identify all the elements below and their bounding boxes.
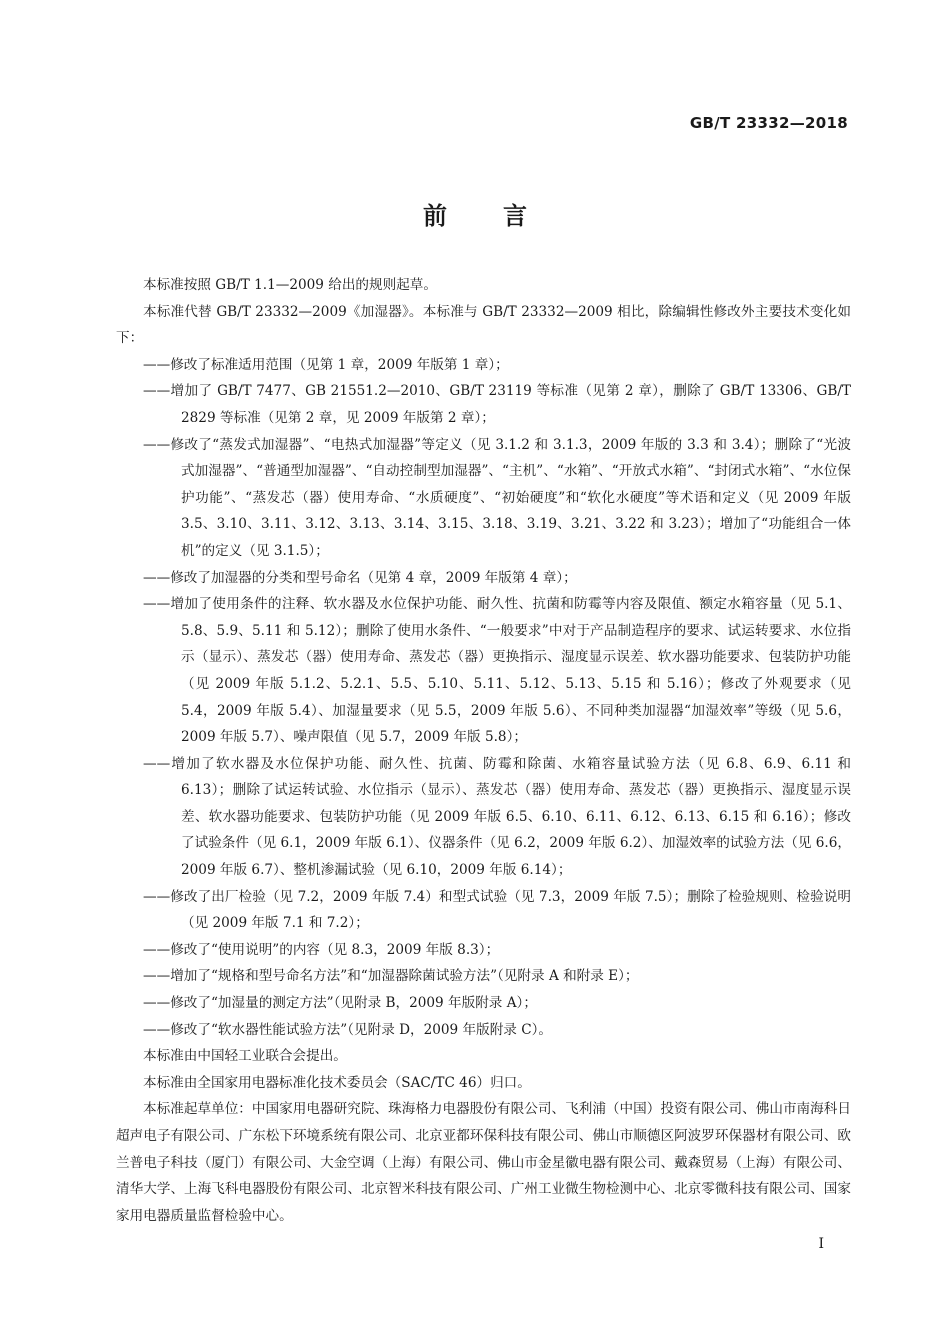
paragraph: 本标准代替 GB/T 23332—2009《加湿器》。本标准与 GB/T 23332—2009 相比，除编辑性修改外主要技术变化如下： [116, 303, 851, 347]
paragraph: 本标准起草单位：中国家用电器研究院、珠海格力电器股份有限公司、飞利浦（中国）投资有限公司、佛山市南海科日超声电子有限公司、广东松下环境系统有限公司、北京亚都环保科技有限公司、佛山市顺德区阿波罗环保器材有限公司、欧兰普电子科技（厦门）有限公司、大金空调（上海）有限公司、佛山市金星徽电器有限公司、戴森贸易（上海）有限公司、清华大学、上海飞科电器股份有限公司、北京智米科技有限公司、广州工业微生物检测中心、北京零微科技有限公司、国家家用电器质量监督检验中心。 [116, 1101, 851, 1224]
document-body [116, 272, 851, 1229]
change-list-item: ——增加了软水器及水位保护功能、耐久性、抗菌、防霉和除菌、水箱容量试验方法（见 6.8、6.9、6.11 和 6.13）；删除了试运转试验、水位指示（显示）、蒸发芯（器）使用寿命、蒸发芯（器）更换指示、湿度显示误差、软水器功能要求、包装防护功能（见 2009 年版 6.5、6.10、6.11、6.12、6.13、6.15 和 6.16）；修改了试验条件（见 6.1，2009 年版 6.1）、仪器条件（见 6.2，2009 年版 6.2）、加湿效率的试验方法（见 6.6，2009 年版 6.7）、整机渗漏试验（见 6.10，2009 年版 6.14）； [143, 755, 851, 879]
paragraph: 本标准由中国轻工业联合会提出。 [143, 1048, 347, 1065]
change-list-item: ——修改了“软水器性能试验方法”（见附录 D，2009 年版附录 C）。 [143, 1021, 552, 1038]
change-list-item: ——修改了“使用说明”的内容（见 8.3，2009 年版 8.3）； [143, 941, 500, 958]
change-list-item: ——修改了标准适用范围（见第 1 章，2009 年版第 1 章）； [143, 356, 509, 373]
change-list-item: ——修改了加湿器的分类和型号命名（见第 4 章，2009 年版第 4 章）； [143, 569, 577, 586]
change-list-item: ——修改了出厂检验（见 7.2，2009 年版 7.4）和型式试验（见 7.3，2009 年版 7.5）；删除了检验规则、检验说明（见 2009 年版 7.1 和 7.2）； [143, 888, 851, 932]
paragraph: 本标准由全国家用电器标准化技术委员会（SAC/TC 46）归口。 [143, 1074, 531, 1091]
change-list-item: ——增加了“规格和型号命名方法”和“加湿器除菌试验方法”（见附录 A 和附录 E）； [143, 968, 639, 985]
change-list-item: ——增加了使用条件的注释、软水器及水位保护功能、耐久性、抗菌和防霉等内容及限值、额定水箱容量（见 5.1、5.8、5.9、5.11 和 5.12）；删除了使用水条件、“一般要求”中对于产品制造程序的要求、试运转要求、水位指示（显示）、蒸发芯（器）使用寿命、蒸发芯（器）更换指示、湿度显示误差、软水器功能要求、包装防护功能（见 2009 年版 5.1.2、5.2.1、5.5、5.10、5.11、5.12、5.13、5.15 和 5.16）；修改了外观要求（见 5.4，2009 年版 5.4）、加湿量要求（见 5.5，2009 年版 5.6）、不同种类加湿器“加湿效率”等级（见 5.6，2009 年版 5.7）、噪声限值（见 5.7，2009 年版 5.8）； [143, 596, 851, 746]
change-list-item: ——修改了“蒸发式加湿器”、“电热式加湿器”等定义（见 3.1.2 和 3.1.3，2009 年版的 3.3 和 3.4）；删除了“光波式加湿器”、“普通型加湿器”、“自动控制型加湿器”、“主机”、“水箱”、“开放式水箱”、“封闭式水箱”、“水位保护功能”、“蒸发芯（器）使用寿命、“水质硬度”、“初始硬度”和“软化水硬度”等术语和定义（见 2009 年版 3.5、3.10、3.11、3.12、3.13、3.14、3.15、3.18、3.19、3.21、3.22 和 3.23）；增加了“功能组合一体机”的定义（见 3.1.5）； [143, 436, 851, 559]
page-title: 前言 [423, 202, 583, 230]
standard-code: GB/T 23332—2018 [689, 114, 848, 132]
page-number: I [818, 1236, 824, 1252]
change-list-item: ——修改了“加湿量的测定方法”（见附录 B，2009 年版附录 A）； [143, 995, 537, 1012]
paragraph: 本标准按照 GB/T 1.1—2009 给出的规则起草。 [143, 277, 437, 293]
change-list-item: ——增加了 GB/T 7477、GB 21551.2—2010、GB/T 23119 等标准（见第 2 章），删除了 GB/T 13306、GB/T 2829 等标准（见第 2 章，见 2009 年版第 2 章）； [143, 383, 851, 426]
